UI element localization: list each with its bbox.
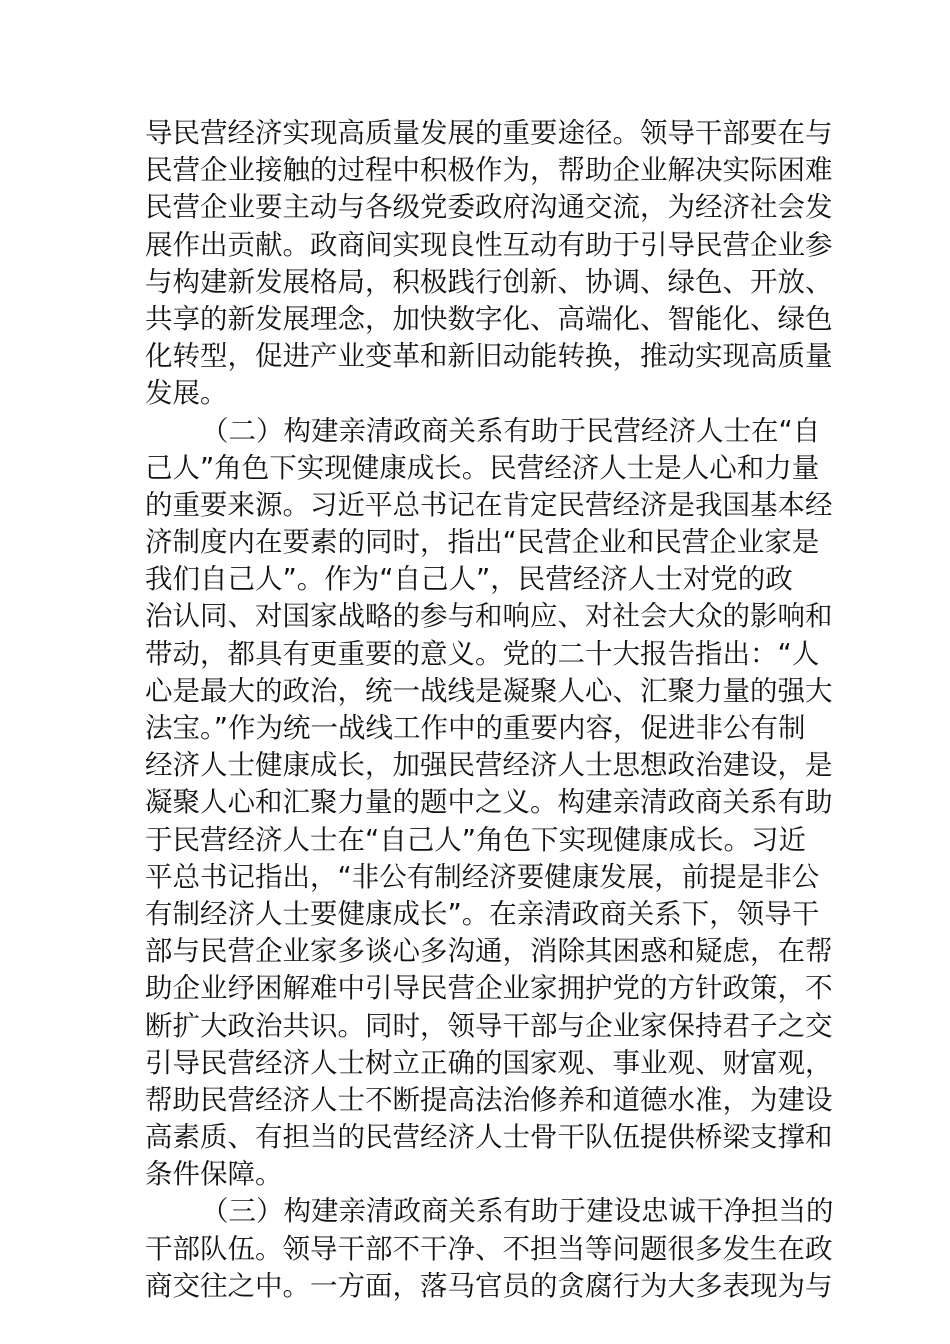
- text-line: 法宝。”作为统一战线工作中的重要内容，促进非公有制: [145, 712, 806, 744]
- text-line: 高素质、有担当的民营经济人士骨干队伍提供桥梁支撑和: [145, 1121, 833, 1154]
- section-heading-line: （三）构建亲清政商关系有助于建设忠诚干净担当的: [201, 1195, 834, 1228]
- text-line: 平总书记指出，“非公有制经济要健康发展，前提是非公: [145, 860, 820, 893]
- text-line: 的重要来源。习近平总书记在肯定民营经济是我国基本经: [145, 488, 833, 521]
- text-line: 与构建新发展格局，积极践行创新、协调、绿色、开放、: [145, 265, 833, 298]
- text-line: 带动，都具有更重要的意义。党的二十大报告指出：“人: [145, 637, 820, 670]
- text-line: 民营企业接触的过程中积极作为，帮助企业解决实际困难: [145, 154, 833, 187]
- section-heading-line: （二）构建亲清政商关系有助于民营经济人士在“自: [201, 414, 821, 447]
- text-line: 干部队伍。领导干部不干净、不担当等问题很多发生在政: [145, 1232, 833, 1265]
- text-line: 商交往之中。一方面，落马官员的贪腐行为大多表现为与: [145, 1269, 833, 1302]
- text-line: 化转型，促进产业变革和新旧动能转换，推动实现高质量: [145, 340, 833, 373]
- text-line: 心是最大的政治，统一战线是凝聚人心、汇聚力量的强大: [145, 674, 833, 707]
- text-line: 有制经济人士要健康成长”。在亲清政商关系下，领导干: [145, 897, 820, 930]
- text-line: 济制度内在要素的同时，指出“民营企业和民营企业家是: [145, 526, 820, 559]
- text-line: 展作出贡献。政商间实现良性互动有助于引导民营企业参: [145, 228, 833, 261]
- text-line: 治认同、对国家战略的参与和响应、对社会大众的影响和: [145, 600, 833, 633]
- text-line: 我们自己人”。作为“自己人”，民营经济人士对党的政: [145, 563, 793, 596]
- text-line: 凝聚人心和汇聚力量的题中之义。构建亲清政商关系有助: [145, 786, 833, 819]
- text-line: 引导民营经济人士树立正确的国家观、事业观、财富观，: [145, 1046, 833, 1079]
- text-line: 条件保障。: [145, 1158, 283, 1191]
- text-line: 断扩大政治共识。同时，领导干部与企业家保持君子之交: [145, 1009, 833, 1042]
- text-line: 共享的新发展理念，加快数字化、高端化、智能化、绿色: [145, 302, 833, 335]
- text-line: 导民营经济实现高质量发展的重要途径。领导干部要在与: [145, 117, 833, 149]
- text-line: 助企业纾困解难中引导民营企业家拥护党的方针政策，不: [145, 972, 833, 1005]
- text-line: 己人”角色下实现健康成长。民营经济人士是人心和力量: [145, 451, 820, 484]
- text-line: 经济人士健康成长，加强民营经济人士思想政治建设，是: [145, 749, 833, 782]
- text-line: 民营企业要主动与各级党委政府沟通交流，为经济社会发: [145, 191, 833, 224]
- body-text: [145, 115, 834, 1305]
- text-line: 帮助民营经济人士不断提高法治修养和道德水准，为建设: [145, 1083, 833, 1116]
- text-line: 部与民营企业家多谈心多沟通，消除其困惑和疑虑，在帮: [145, 935, 833, 968]
- text-line: 发展。: [145, 377, 228, 410]
- text-line: 于民营经济人士在“自己人”角色下实现健康成长。习近: [145, 823, 806, 856]
